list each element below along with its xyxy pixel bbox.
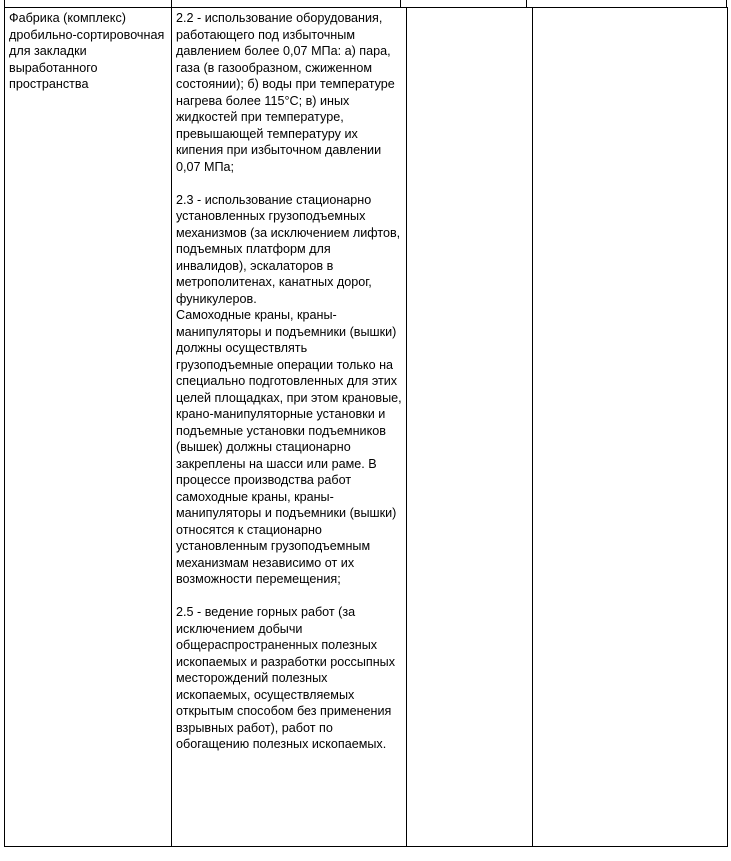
object-name-cell xyxy=(5,8,172,847)
criteria-cell xyxy=(172,8,407,847)
criterion-2-3-text: 2.3 - использование стационарно установленных грузоподъемных механизмов (за исключением лифтов, подъемных платформ для инвалидов), эскалаторов в метрополитенах, канатных дорог, фуникулеров. xyxy=(176,192,401,306)
table-border-line xyxy=(726,0,727,7)
table-border-line xyxy=(4,0,5,7)
criterion-2-3-note-text: Самоходные краны, краны-манипуляторы и подъемники (вышки) должны осуществлять грузоподъемные операции только на специально подготовленных для этих целей площадках, при этом крановые, крано-манипуляторные установки и подъемные установки подъемников (вышек) должны стационарно закреплены на шасси или раме. В процессе производства работ самоходные краны, краны-манипуляторы и подъемники (вышки) относятся к стационарно установленным грузоподъемным механизмам независимо от их возможности перемещения; xyxy=(176,308,402,586)
empty-cell-col3 xyxy=(407,8,533,847)
object-name-text: Фабрика (комплекс) дробильно-сортировочная для закладки выработанного пространства xyxy=(9,11,165,91)
table-border-line xyxy=(400,0,401,7)
criterion-2-2-text: 2.2 - использование оборудования, работающего под избыточным давлением более 0,07 МПа: а) пара, газа (в газообразном, сжиженном состоянии); б) воды при температуре нагрева более 115°C; в) иных жидкостей при температуре, превышающей температуру их кипения при избыточном давлении 0,07 МПа; xyxy=(176,11,395,174)
regulation-table xyxy=(4,7,728,847)
table-border-line xyxy=(171,0,172,7)
table-row xyxy=(5,8,728,847)
paragraph-gap xyxy=(176,175,402,192)
criterion-2-5-text: 2.5 - ведение горных работ (за исключением добычи общераспространенных полезных ископаемых и разработки россыпных месторождений полезных ископаемых, осуществляемых открытым способом без применения взрывных работ), работ по обогащению полезных ископаемых. xyxy=(176,605,396,751)
paragraph-gap xyxy=(176,588,402,605)
previous-row-fragment xyxy=(4,0,727,7)
table-border-line xyxy=(526,0,527,7)
empty-cell-col4 xyxy=(533,8,728,847)
